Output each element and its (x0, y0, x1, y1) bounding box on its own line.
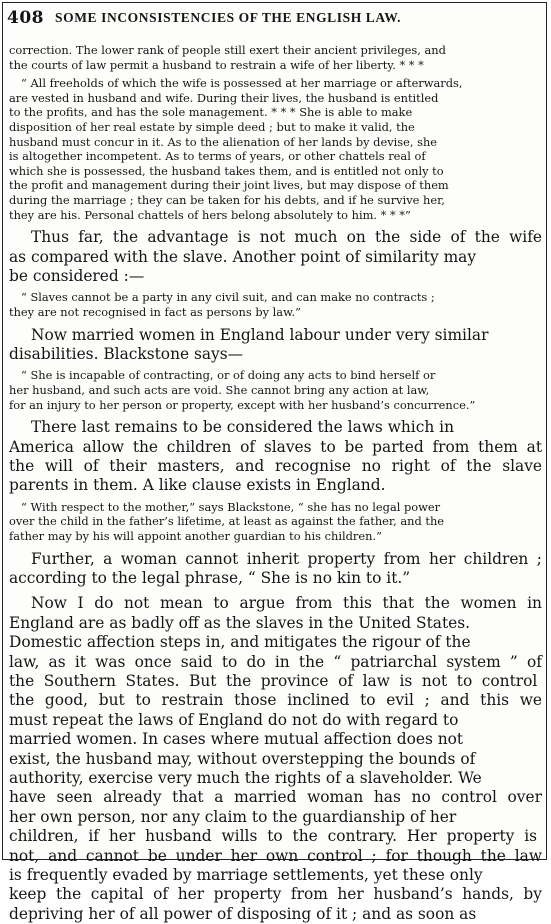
body-paragraph (9, 326, 542, 365)
text-line: keep the capital of her property from her husband’s hands, by (9, 885, 542, 904)
text-line: correction. The lower rank of people still exert their ancient privileges, and (9, 43, 446, 57)
running-title: SOME INCONSISTENCIES OF THE ENGLISH LAW. (55, 10, 402, 25)
text-line: “ All freeholds of which the wife is possessed at her marriage or afterwards, (21, 76, 463, 91)
text-line: There last remains to be considered the laws which in (31, 418, 454, 437)
quoted-passage (9, 43, 542, 72)
text-line: for an injury to her person or property, except with her husband’s concurrence.” (9, 397, 476, 412)
text-line: her husband, and such acts are void. She cannot bring any action at law, (9, 382, 430, 397)
text-line: be considered :— (9, 266, 145, 285)
text-line: is frequently evaded by marriage settlements, yet these only (9, 866, 483, 885)
quoted-passage (9, 368, 542, 412)
body-paragraph (9, 418, 542, 496)
quoted-passage (9, 500, 542, 544)
text-line: the courts of law permit a husband to restrain a wife of her liberty. * * * (9, 57, 424, 72)
body-paragraph (9, 228, 542, 286)
text-line: “ With respect to the mother,” says Blackstone, “ she has no legal power (21, 499, 441, 514)
text-line: is altogether incompetent. As to terms of years, or other chattels real of (9, 149, 426, 164)
text-line: the good, but to restrain those inclined to evil ; and this we (9, 691, 543, 710)
quoted-passage (9, 76, 542, 222)
text-line: the profit and management during their joint lives, but may dispose of them (9, 178, 449, 193)
text-line: husband must concur in it. As to the alienation of her lands by devise, she (9, 134, 438, 149)
body-paragraph (9, 550, 542, 589)
text-line: as compared with the slave. Another point of similarity may (9, 247, 477, 266)
text-line: married women. In cases where mutual affection does not (9, 730, 464, 749)
text-line: disposition of her real estate by simple deed ; but to make it valid, the (9, 119, 415, 134)
text-line: children, if her husband wills to the contrary. Her property is (9, 827, 538, 846)
text-line: they are his. Personal chattels of hers belong absolutely to him. * * *” (9, 207, 411, 222)
text-line: America allow the children of slaves to be parted from them at (9, 437, 543, 456)
text-line: which she is possessed, the husband takes them, and is entitled not only to (9, 163, 444, 178)
text-line: father may by his will appoint another guardian to his children.” (9, 528, 382, 543)
page-header (7, 8, 542, 30)
text-line: parents in them. A like clause exists in England. (9, 476, 386, 495)
text-line: Now married women in England labour under very similar (31, 325, 489, 344)
quoted-passage (9, 290, 542, 319)
text-line: law, as it was once said to do in the “ patriarchal system ” of (9, 652, 542, 671)
text-line: the Southern States. But the province of law is not to control (9, 671, 538, 690)
text-line: depriving her of all power of disposing of it ; and as soon as (9, 904, 477, 923)
text-line: they are not recognised in fact as persons by law.” (9, 304, 301, 319)
text-line: “ She is incapable of contracting, or of doing any acts to bind herself or (21, 368, 436, 383)
text-line: over the child in the father’s lifetime, at least as against the father, and the (9, 514, 445, 529)
text-line: Thus far, the advantage is not much on the side of the wife (31, 228, 542, 247)
text-line: Domestic affection steps in, and mitigates the rigour of the (9, 633, 471, 652)
text-line: during the marriage ; they can be taken for his debts, and if he survive her, (9, 192, 445, 207)
text-line: disabilities. Blackstone says— (9, 344, 244, 363)
text-line: “ Slaves cannot be a party in any civil suit, and can make no contracts ; (21, 290, 435, 305)
text-line: have seen already that a married woman has no control over (9, 788, 542, 807)
page-body (9, 43, 542, 924)
text-line: to the profits, and has the sole management. * * * She is able to make (9, 105, 413, 120)
text-line: must repeat the laws of England do not do with regard to (9, 710, 459, 729)
text-line: according to the legal phrase, “ She is no kin to it.” (9, 568, 411, 587)
text-line: the will of their masters, and recognise no right of the slave (9, 456, 543, 475)
page-number: 408 (7, 8, 44, 28)
text-line: are vested in husband and wife. During their lives, the husband is entitled (9, 90, 439, 105)
text-line: Further, a woman cannot inherit property from her children ; (31, 549, 542, 568)
text-line: exist, the husband may, without overstepping the bounds of (9, 749, 476, 768)
text-line: authority, exercise very much the rights of a slaveholder. We (9, 769, 482, 787)
text-line: England are as badly off as the slaves in the United States. (9, 613, 471, 632)
text-line: Now I do not mean to argue from this that the women in (31, 594, 542, 613)
text-line: her own person, nor any claim to the guardianship of her (9, 807, 457, 826)
body-paragraph (9, 594, 542, 924)
book-page (2, 2, 547, 923)
text-line: not, and cannot be under her own control ; for though the law (9, 846, 542, 865)
